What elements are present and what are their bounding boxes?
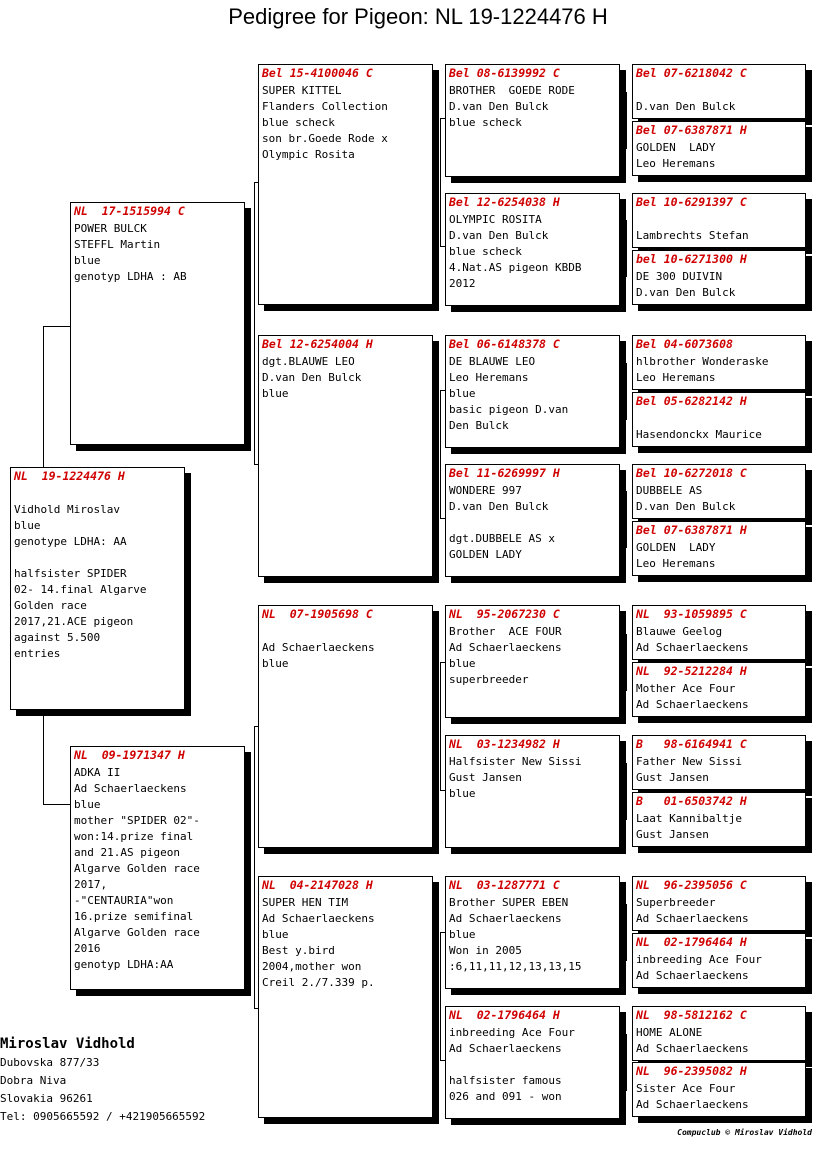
connector (254, 182, 255, 464)
ring-number: Bel 04-6073608 (636, 337, 733, 351)
ring-number: NL 02-1796464 H (636, 935, 747, 949)
ring-number: Bel 08-6139992 C (449, 66, 560, 80)
ring-number: NL 07-1905698 C (262, 607, 373, 621)
great-grandparent-card (445, 876, 620, 989)
ancestor-card (632, 193, 806, 248)
great-grandparent-card (445, 605, 620, 718)
ancestor-card (632, 876, 806, 931)
ring-number: NL 92-5212284 H (636, 664, 747, 678)
connector (626, 763, 627, 820)
ring-number: Bel 07-6387871 H (636, 123, 747, 137)
connector (440, 118, 441, 246)
pigeon-info: Brother ACE FOUR Ad Schaerlaeckens blue superbreeder (449, 625, 562, 686)
ring-number: Bel 12-6254004 H (262, 337, 373, 351)
ring-number: B 98-6164941 C (636, 737, 747, 751)
ring-number: NL 98-5812162 C (636, 1008, 747, 1022)
ring-number: NL 19-1224476 H (14, 469, 125, 483)
ring-number: Bel 07-6387871 H (636, 523, 747, 537)
ring-number: Bel 10-6291397 C (636, 195, 747, 209)
ancestor-card (632, 521, 806, 576)
pigeon-info: WONDERE 997 D.van Den Bulck dgt.DUBBELE AS x GOLDEN LADY (449, 484, 555, 561)
ring-number: Bel 12-6254038 H (449, 195, 560, 209)
great-grandparent-card (445, 193, 620, 306)
ring-number: NL 04-2147028 H (262, 878, 373, 892)
pigeon-info: D.van Den Bulck (636, 100, 736, 113)
pigeon-info: OLYMPIC ROSITA D.van Den Bulck blue scheck 4.Nat.AS pigeon KBDB 2012 (449, 213, 582, 290)
owner-country: Slovakia 96261 (0, 1092, 93, 1105)
pigeon-info: Vidhold Miroslav blue genotype LDHA: AA halfsister SPIDER 02- 14.final Algarve Golden race 2017,21.ACE pigeon against 5.500 entries (14, 503, 147, 660)
connector (626, 363, 627, 420)
pigeon-info: Lambrechts Stefan (636, 229, 749, 242)
great-grandparent-card (445, 464, 620, 577)
pigeon-info: Hasendonckx Maurice (636, 428, 762, 441)
pigeon-info: Laat Kannibaltje Gust Jansen (636, 812, 742, 841)
connector (43, 326, 71, 327)
great-grandparent-card (445, 1006, 620, 1119)
ring-number: Bel 05-6282142 H (636, 394, 747, 408)
ring-number: NL 03-1287771 C (449, 878, 560, 892)
owner-phone: Tel: 0905665592 / +421905665592 (0, 1110, 206, 1123)
ring-number: Bel 15-4100046 C (262, 66, 373, 80)
pigeon-info: Blauwe Geelog Ad Schaerlaeckens (636, 625, 749, 654)
connector (626, 92, 627, 149)
ancestor-card (632, 335, 806, 390)
ring-number: Bel 07-6218042 C (636, 66, 747, 80)
pigeon-info: Mother Ace Four Ad Schaerlaeckens (636, 682, 749, 711)
pigeon-info: Ad Schaerlaeckens blue (262, 641, 375, 670)
ancestor-card (632, 1006, 806, 1061)
ring-number: NL 09-1971347 H (74, 748, 185, 762)
owner-city: Dobra Niva (0, 1074, 67, 1087)
sire-card (70, 202, 245, 445)
ring-number: Bel 06-6148378 C (449, 337, 560, 351)
connector (626, 634, 627, 691)
ring-number: NL 96-2395082 H (636, 1064, 747, 1078)
pigeon-info: ADKA II Ad Schaerlaeckens blue mother "SPIDER 02"- won:14.prize final and 21.AS pigeon Algarve Golden race 2017, -"CENTAURIA"won 16.prize semifinal Algarve Golden race 2016 genotyp LDHA:AA (74, 766, 200, 971)
ring-number: NL 95-2067230 C (449, 607, 560, 621)
ancestor-card (632, 392, 806, 447)
pigeon-info: Halfsister New Sissi Gust Jansen blue (449, 755, 582, 800)
grandparent-card (258, 64, 433, 305)
connector (626, 904, 627, 961)
ancestor-card (632, 605, 806, 660)
great-grandparent-card (445, 335, 620, 448)
connector (626, 491, 627, 548)
connector (626, 1034, 627, 1091)
dam-card (70, 746, 245, 990)
pigeon-info: GOLDEN LADY Leo Heremans (636, 541, 716, 570)
ring-number: NL 02-1796464 H (449, 1008, 560, 1022)
ancestor-card (632, 735, 806, 790)
ancestor-card (632, 792, 806, 847)
connector (43, 804, 71, 805)
connector (440, 932, 441, 1060)
pigeon-info: DE 300 DUIVIN D.van Den Bulck (636, 270, 736, 299)
footer-credit: Compuclub © Miroslav Vidhold (677, 1128, 812, 1137)
pigeon-info: Father New Sissi Gust Jansen (636, 755, 742, 784)
pigeon-info: inbreeding Ace Four Ad Schaerlaeckens (636, 953, 762, 982)
ring-number: NL 96-2395056 C (636, 878, 747, 892)
owner-info (0, 1034, 205, 1126)
grandparent-card (258, 335, 433, 577)
great-grandparent-card (445, 735, 620, 848)
pigeon-info: DE BLAUWE LEO Leo Heremans blue basic pigeon D.van Den Bulck (449, 355, 569, 432)
ring-number: Bel 11-6269997 H (449, 466, 560, 480)
pigeon-info: HOME ALONE Ad Schaerlaeckens (636, 1026, 749, 1055)
pigeon-info: SUPER HEN TIM Ad Schaerlaeckens blue Best y.bird 2004,mother won Creil 2./7.339 p. (262, 896, 375, 989)
pigeon-info: Superbreeder Ad Schaerlaeckens (636, 896, 749, 925)
connector (43, 712, 44, 804)
ancestor-card (632, 121, 806, 176)
ring-number: Bel 10-6272018 C (636, 466, 747, 480)
page-title: Pedigree for Pigeon: NL 19-1224476 H (228, 4, 608, 29)
ring-number: NL 03-1234982 H (449, 737, 560, 751)
pigeon-info: DUBBELE AS D.van Den Bulck (636, 484, 736, 513)
connector (440, 662, 441, 790)
connector (626, 220, 627, 277)
ancestor-card (632, 933, 806, 988)
grandparent-card (258, 605, 433, 848)
pigeon-info: hlbrother Wonderaske Leo Heremans (636, 355, 769, 384)
pigeon-info: GOLDEN LADY Leo Heremans (636, 141, 716, 170)
ancestor-card (632, 662, 806, 717)
ancestor-card (632, 1062, 806, 1117)
owner-name: Miroslav Vidhold (0, 1036, 135, 1052)
ring-number: NL 93-1059895 C (636, 607, 747, 621)
connector (254, 726, 255, 1008)
pigeon-info: dgt.BLAUWE LEO D.van Den Bulck blue (262, 355, 362, 400)
ancestor-card (632, 64, 806, 119)
pigeon-info: SUPER KITTEL Flanders Collection blue scheck son br.Goede Rode x Olympic Rosita (262, 84, 388, 161)
pigeon-info: Brother SUPER EBEN Ad Schaerlaeckens blue Won in 2005 :6,11,11,12,13,13,15 (449, 896, 582, 973)
ancestor-card (632, 250, 806, 305)
pigeon-info: inbreeding Ace Four Ad Schaerlaeckens halfsister famous 026 and 091 - won (449, 1026, 575, 1103)
great-grandparent-card (445, 64, 620, 177)
connector (43, 326, 44, 470)
pedigree-subject-card (10, 467, 185, 710)
pigeon-info: BROTHER GOEDE RODE D.van Den Bulck blue scheck (449, 84, 575, 129)
grandparent-card (258, 876, 433, 1118)
pigeon-info: POWER BULCK STEFFL Martin blue genotyp LDHA : AB (74, 222, 187, 283)
connector (440, 390, 441, 518)
ring-number: bel 10-6271300 H (636, 252, 747, 266)
owner-street: Dubovska 877/33 (0, 1056, 100, 1069)
ring-number: NL 17-1515994 C (74, 204, 185, 218)
pigeon-info: Sister Ace Four Ad Schaerlaeckens (636, 1082, 749, 1111)
ancestor-card (632, 464, 806, 519)
ring-number: B 01-6503742 H (636, 794, 747, 808)
